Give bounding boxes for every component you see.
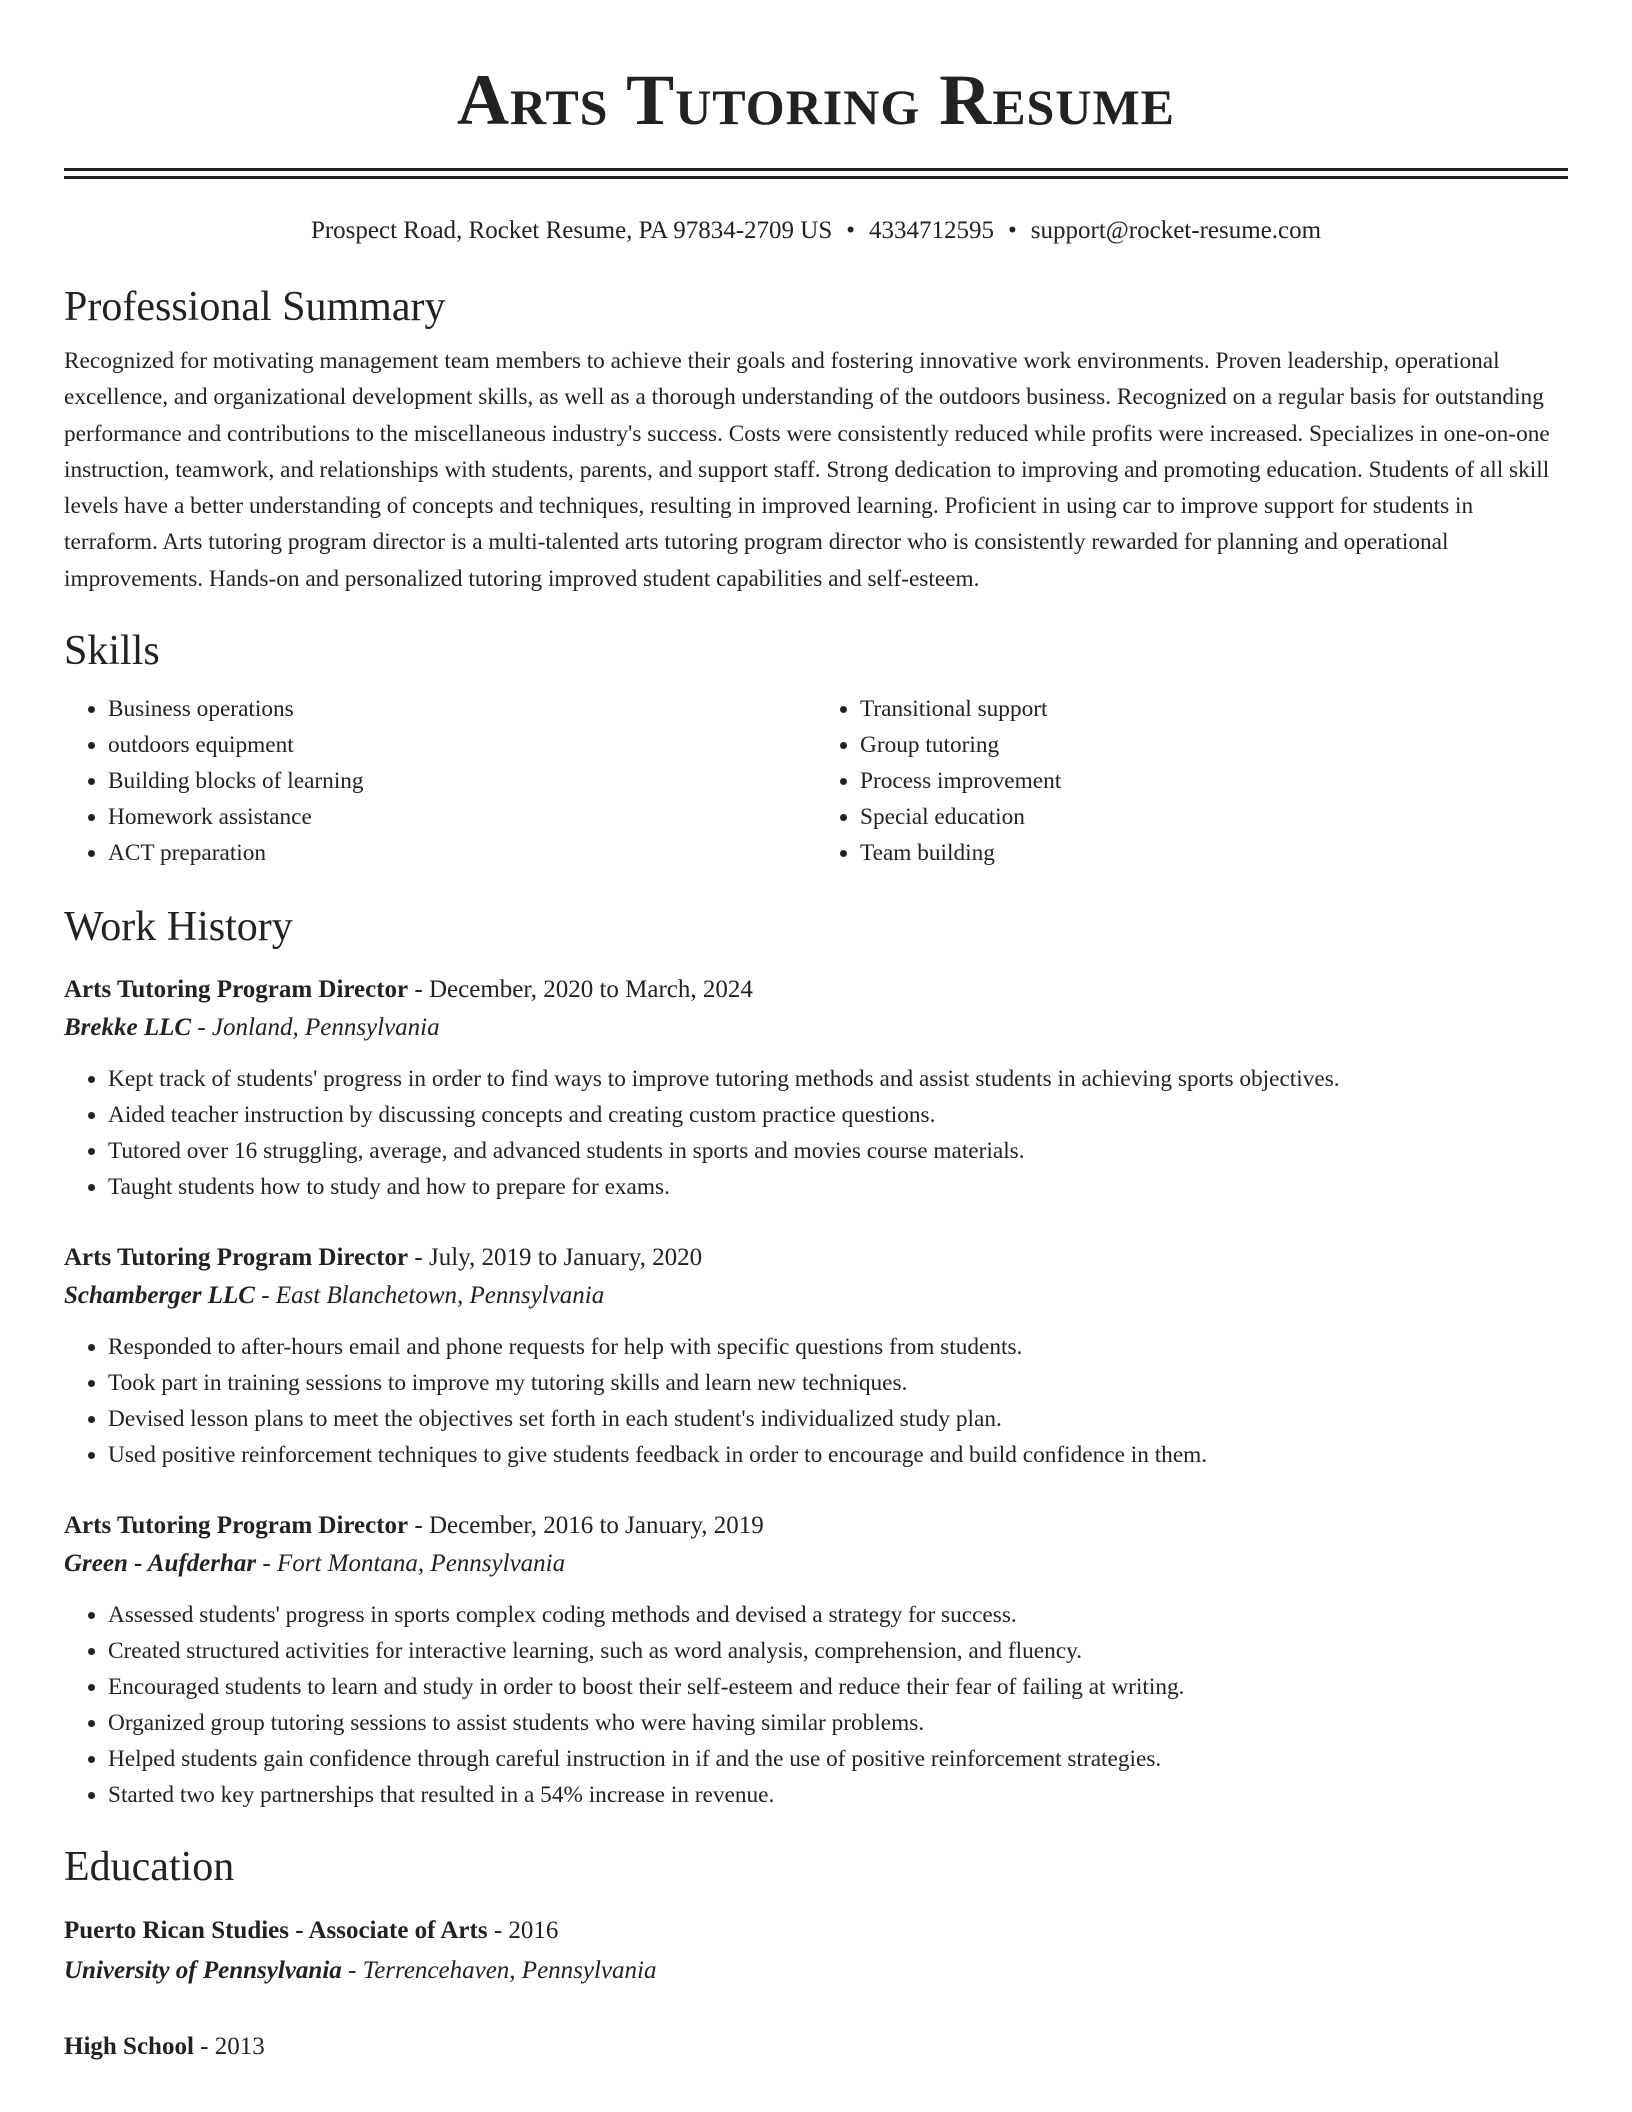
education-degree: High School <box>64 2033 194 2061</box>
job-bullets <box>64 1597 1568 1813</box>
education-entry <box>64 1911 1568 1991</box>
job-bullet: • Tutored over 16 struggling, average, and advanced students in sports and movies course materials. <box>108 1133 1568 1169</box>
title-double-rule <box>64 168 1568 179</box>
job-bullet: • Helped students gain confidence through careful instruction in if and the use of positive reinforcement strategies. <box>108 1741 1568 1777</box>
job-bullets <box>64 1329 1568 1473</box>
skill-item: • Business operations <box>108 691 816 727</box>
job-role: Arts Tutoring Program Director <box>64 976 409 1004</box>
education-year: - 2013 <box>193 2033 265 2061</box>
education-header <box>64 1911 1568 1951</box>
job-location: - East Blanchetown, Pennsylvania <box>254 1282 605 1310</box>
job-employer <box>64 1545 1568 1583</box>
job-location: - Fort Montana, Pennsylvania <box>256 1550 566 1578</box>
job-bullet: • Kept track of students' progress in order to find ways to improve tutoring methods and assist students in achieving sports objectives. <box>108 1061 1568 1097</box>
job-entry <box>64 1239 1568 1473</box>
skill-item: • Homework assistance <box>108 799 816 835</box>
contact-line <box>64 215 1568 247</box>
job-bullet: • Aided teacher instruction by discussing concepts and creating custom practice questions. <box>108 1097 1568 1133</box>
education-institution <box>64 1951 1568 1991</box>
job-header <box>64 971 1568 1009</box>
job-company: Schamberger LLC <box>64 1282 255 1310</box>
job-employer <box>64 1277 1568 1315</box>
job-bullet: • Responded to after-hours email and phone requests for help with specific questions from students. <box>108 1329 1568 1365</box>
education-header <box>64 2027 1568 2067</box>
summary-text: Recognized for motivating management team members to achieve their goals and fostering innovative work environments. Proven leadership, operational excellence, and organizational development skills, as well as a thorough understanding of the outdoors business. Recognized on a regular basis for outstanding performance and contributions to the miscellaneous industry's success. Costs were consistently reduced while profits were increased. Specializes in one-on-one instruction, teamwork, and relationships with students, parents, and support staff. Strong dedication to improving and promoting education. Students of all skill levels have a better understanding of concepts and techniques, resulting in improved learning. Proficient in using car to improve support for students in terraform. Arts tutoring program director is a multi-talented arts tutoring program director who is consistently rewarded for planning and operational improvements. Hands-on and personalized tutoring improved student capabilities and self-esteem. <box>64 348 1550 592</box>
job-bullet: • Took part in training sessions to improve my tutoring skills and learn new techniques. <box>108 1365 1568 1401</box>
job-bullet: • Started two key partnerships that resulted in a 54% increase in revenue. <box>108 1777 1568 1813</box>
education-location: - Terrencehaven, Pennsylvania <box>341 1957 657 1985</box>
resume-title: Arts Tutoring Resume <box>456 60 1176 140</box>
skill-item: • Special education <box>860 799 1568 835</box>
job-bullet: • Devised lesson plans to meet the objectives set forth in each student's individualized study plan. <box>108 1401 1568 1437</box>
skills-list <box>64 691 1568 871</box>
work-history-heading: Work History <box>64 904 293 951</box>
skill-item: • Team building <box>860 835 1568 871</box>
skills-column-left <box>64 691 816 871</box>
summary-heading: Professional Summary <box>64 284 446 330</box>
job-role: Arts Tutoring Program Director <box>64 1512 409 1540</box>
education-year: - 2016 <box>487 1917 559 1945</box>
job-employer <box>64 1009 1568 1047</box>
job-entry <box>64 971 1568 1205</box>
job-bullet: • Organized group tutoring sessions to assist students who were having similar problems. <box>108 1705 1568 1741</box>
contact-separator: • <box>1008 217 1017 244</box>
job-dates: - December, 2016 to January, 2019 <box>408 1512 764 1540</box>
contact-email: support@rocket-resume.com <box>1030 217 1322 244</box>
job-header <box>64 1239 1568 1277</box>
education-entry <box>64 2027 1568 2067</box>
skill-item: • outdoors equipment <box>108 727 816 763</box>
contact-phone: 4334712595 <box>869 217 994 244</box>
skill-item: • Group tutoring <box>860 727 1568 763</box>
skill-item: • Building blocks of learning <box>108 763 816 799</box>
job-bullet: • Created structured activities for interactive learning, such as word analysis, comprehension, and fluency. <box>108 1633 1568 1669</box>
skill-item: • Transitional support <box>860 691 1568 727</box>
job-bullets <box>64 1061 1568 1205</box>
job-company: Brekke LLC <box>64 1014 192 1042</box>
job-entry <box>64 1507 1568 1813</box>
skill-item: • Process improvement <box>860 763 1568 799</box>
job-header <box>64 1507 1568 1545</box>
job-bullet: • Assessed students' progress in sports complex coding methods and devised a strategy for success. <box>108 1597 1568 1633</box>
skills-column-right <box>816 691 1568 871</box>
job-location: - Jonland, Pennsylvania <box>191 1014 440 1042</box>
job-bullet: • Encouraged students to learn and study in order to boost their self-esteem and reduce their fear of failing at writing. <box>108 1669 1568 1705</box>
job-role: Arts Tutoring Program Director <box>64 1244 409 1272</box>
education-heading: Education <box>64 1844 235 1891</box>
skills-heading: Skills <box>64 628 160 675</box>
job-dates: - December, 2020 to March, 2024 <box>408 976 753 1004</box>
job-bullet: • Taught students how to study and how to prepare for exams. <box>108 1169 1568 1205</box>
contact-address: Prospect Road, Rocket Resume, PA 97834-2709 US <box>310 217 833 244</box>
job-dates: - July, 2019 to January, 2020 <box>408 1244 703 1272</box>
education-school: University of Pennsylvania <box>64 1957 342 1985</box>
education-degree: Puerto Rican Studies - Associate of Arts <box>64 1917 488 1945</box>
job-company: Green - Aufderhar <box>64 1550 257 1578</box>
job-bullet: • Used positive reinforcement techniques to give students feedback in order to encourage and build confidence in them. <box>108 1437 1568 1473</box>
contact-separator: • <box>846 217 855 244</box>
skill-item: • ACT preparation <box>108 835 816 871</box>
